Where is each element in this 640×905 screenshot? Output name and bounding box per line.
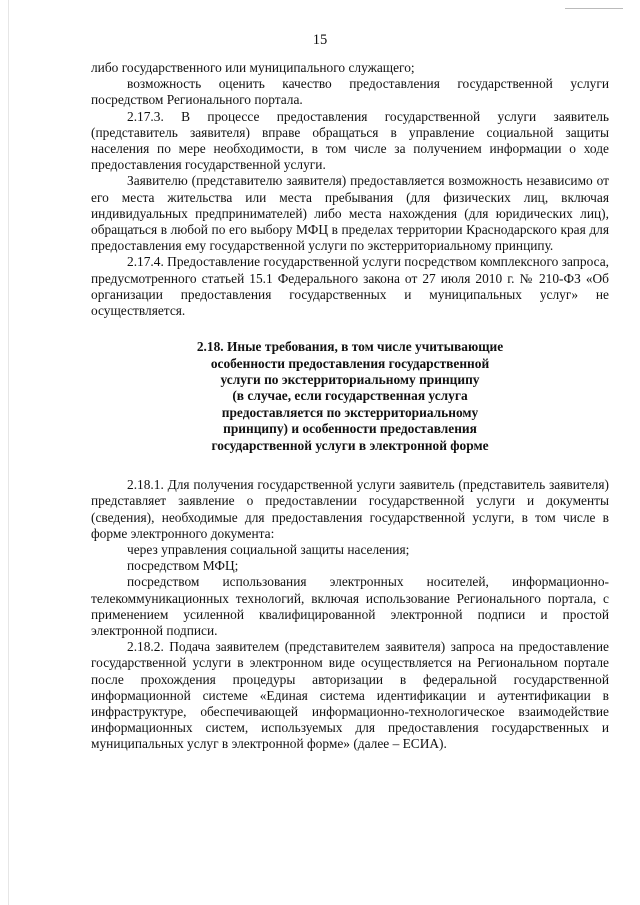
heading-line: принципу) и особенности предоставления bbox=[223, 421, 477, 437]
paragraph-2-17-4: 2.17.4. Предоставление государственной услуги посредством комплексного запроса, предусмотренного статьей 15.1 Федерального закона от 27 июля 2010 г. № 210-ФЗ «Об организации предоставления государственных и муниципальных услуг» не осуществляется. bbox=[91, 254, 610, 319]
paragraph-2-17-3: 2.17.3. В процессе предоставления государственной услуги заявитель (представитель заявителя) вправе обращаться в управление социальной защиты населения по мере необходимости, в том числе за получением информации о ходе предоставления государственной услуги. bbox=[91, 108, 609, 173]
heading-line: особенности предоставления государственной bbox=[210, 355, 490, 371]
page-number: 15 bbox=[312, 32, 328, 48]
body-text bbox=[91, 60, 609, 753]
list-item: посредством МФЦ; bbox=[127, 558, 239, 574]
heading-line: (в случае, если государственная услуга bbox=[232, 388, 468, 404]
heading-line: предоставляется по экстерриториальному bbox=[221, 404, 479, 420]
heading-line: услуги по экстерриториальному принципу bbox=[220, 372, 480, 388]
heading-line: 2.18. Иные требования, в том числе учитывающие bbox=[196, 339, 504, 355]
list-item: посредством использования электронных носителей, информационно-телекоммуникационных технологий, включая использование Регионального портала, с применением усиленной квалифицированной электронной подписи и простой электронной подписи. bbox=[91, 574, 609, 638]
paragraph: Заявителю (представителю заявителя) предоставляется возможность независимо от его места жительства или места пребывания (для физических лиц, включая индивидуальных предпринимателей) либо места нахождения (для юридических лиц), обращаться в любой по его выбору МФЦ в пределах территории Краснодарского края для предоставления ему государственной услуги по экстерриториальному принципу. bbox=[91, 173, 609, 254]
paragraph: либо государственного или муниципального служащего; bbox=[91, 60, 415, 75]
paragraph: возможность оценить качество предоставления государственной услуги посредством Регионального портала. bbox=[91, 76, 609, 108]
section-heading-2-18 bbox=[91, 339, 609, 454]
heading-line: государственной услуги в электронной форме bbox=[211, 437, 489, 453]
scan-edge-line bbox=[8, 0, 9, 905]
paragraph-2-18-1: 2.18.1. Для получения государственной услуги заявитель (представитель заявителя) представляет заявление о предоставлении государственной услуги и документы (сведения), необходимые для предоставления государственной услуги, в том числе в форме электронного документа: bbox=[91, 477, 609, 541]
list-item: через управления социальной защиты населения; bbox=[127, 541, 410, 557]
paragraph-2-18-2: 2.18.2. Подача заявителем (представителем заявителя) запроса на предоставление государственной услуги в электронном виде осуществляется на Региональном портале после прохождения процедуры авторизации в федеральной государственной информационной системе «Единая система идентификации и аутентификации в инфраструктуре, обеспечивающей информационно-технологическое взаимодействие информационных систем, используемых для предоставления государственных и муниципальных услуг в электронной форме» (далее – ЕСИА). bbox=[91, 639, 609, 752]
scan-corner-mark bbox=[565, 8, 623, 9]
